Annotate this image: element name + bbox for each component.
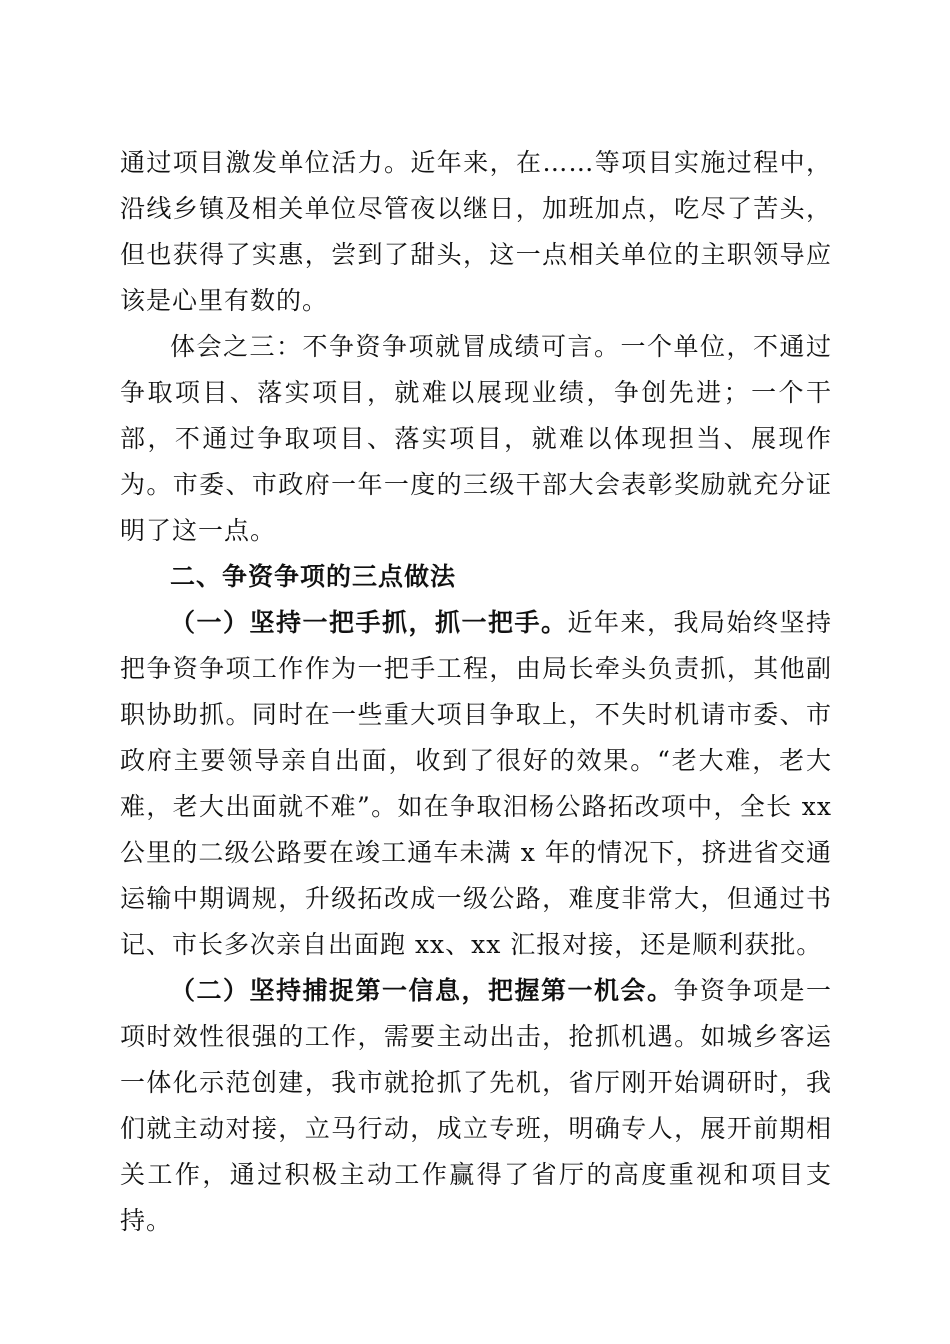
method-one-body: 近年来，我局始终坚持把争资争项工作作为一把手工程，由局长牵头负责抓，其他副职协助抓。同时在一些重大项目争取上，不失时机请市委、市政府主要领导亲自出面，收到了很好的效果。“老大难，老大难，老大出面就不难”。如在争取汨杨公路拓改项中，全长 xx 公里的二级公路要在竣工通车未满 x 年的情况下，挤进省交通运输中期调规，升级拓改成一级公路，难度非常大，但通过书记、市长多次亲自出面跑 xx、xx 汇报对接，还是顺利获批。 bbox=[120, 608, 832, 959]
paragraph-method-two bbox=[120, 968, 832, 1244]
method-two-body: 争资争项是一项时效性很强的工作，需要主动出击，抢抓机遇。如城乡客运一体化示范创建，我市就抢抓了先机，省厅刚开始调研时，我们就主动对接，立马行动，成立专班，明确专人，展开前期相关工作，通过积极主动工作赢得了省厅的高度重视和项目支持。 bbox=[120, 976, 832, 1235]
paragraph-experience-three: 体会之三：不争资争项就冒成绩可言。一个单位，不通过争取项目、落实项目，就难以展现业绩，争创先进；一个干部，不通过争取项目、落实项目，就难以体现担当、展现作为。市委、市政府一年一度的三级干部大会表彰奖励就充分证明了这一点。 bbox=[120, 332, 832, 545]
paragraph-method-one bbox=[120, 600, 832, 968]
document-body bbox=[120, 140, 832, 1244]
method-two-lead: （二）坚持捕捉第一信息，把握第一机会。 bbox=[170, 976, 674, 1005]
section-heading-three-methods: 二、争资争项的三点做法 bbox=[170, 562, 457, 591]
paragraph-continuation: 通过项目激发单位活力。近年来，在……等项目实施过程中，沿线乡镇及相关单位尽管夜以继日，加班加点，吃尽了苦头，但也获得了实惠，尝到了甜头，这一点相关单位的主职领导应该是心里有数的。 bbox=[120, 148, 832, 315]
method-one-lead: （一）坚持一把手抓，抓一把手。 bbox=[170, 608, 568, 637]
